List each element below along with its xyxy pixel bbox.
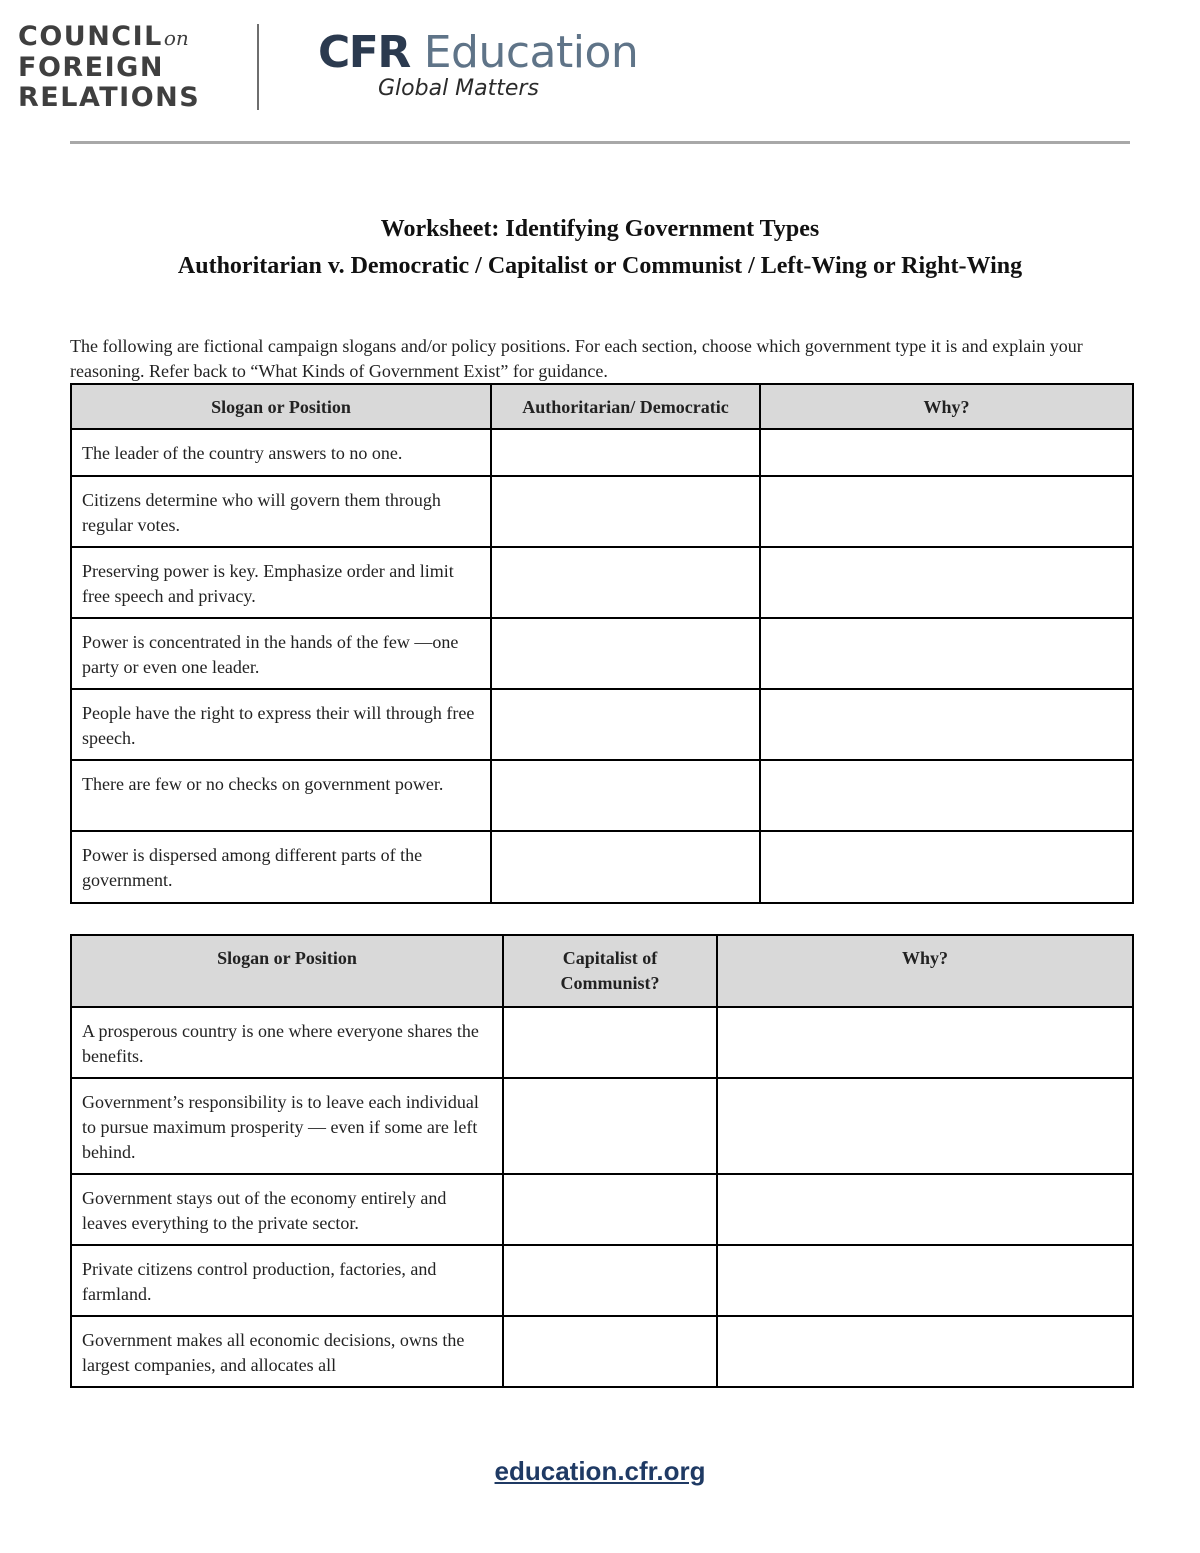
table-row [71, 476, 1133, 547]
type-answer-cell[interactable] [491, 476, 760, 547]
position-cell: Government stays out of the economy entirely and leaves everything to the private sector. [71, 1174, 503, 1245]
position-cell: There are few or no checks on government power. [71, 760, 491, 831]
why-answer-cell[interactable] [760, 476, 1133, 547]
why-answer-cell[interactable] [717, 1007, 1133, 1078]
type-answer-cell[interactable] [491, 689, 760, 760]
worksheet-title: Worksheet: Identifying Government Types [380, 216, 820, 242]
table-row [71, 618, 1133, 689]
column-header-position: Slogan or Position [71, 384, 491, 429]
position-cell: Power is dispersed among different parts of the government. [71, 831, 491, 903]
position-cell: Government’s responsibility is to leave each individual to pursue maximum prosperity — even if some are left behind. [71, 1078, 503, 1174]
economic-system-table [70, 934, 1134, 1388]
type-answer-cell[interactable] [503, 1078, 717, 1174]
logo-divider [257, 24, 259, 110]
website-link[interactable]: education.cfr.org [494, 1456, 706, 1486]
table-header-row [71, 384, 1133, 429]
position-cell: Preserving power is key. Emphasize order and limit free speech and privacy. [71, 547, 491, 618]
why-answer-cell[interactable] [760, 618, 1133, 689]
council-logo-line2: FOREIGN [18, 52, 164, 83]
type-answer-cell[interactable] [491, 547, 760, 618]
intro-paragraph: The following are fictional campaign slogans and/or policy positions. For each section, choose which government type it is and explain your reasoning. Refer back to “What Kinds of Government Exist” for guidance. [70, 336, 1083, 381]
column-header-position: Slogan or Position [71, 935, 503, 1007]
table-row [71, 1245, 1133, 1316]
table-row [71, 1174, 1133, 1245]
table-row [71, 1316, 1133, 1387]
position-cell: The leader of the country answers to no one. [71, 429, 491, 476]
council-logo-line3: RELATIONS [18, 82, 201, 113]
worksheet-subtitle: Authoritarian v. Democratic / Capitalist or Communist / Left-Wing or Right-Wing [177, 253, 1023, 279]
column-header-why: Why? [760, 384, 1133, 429]
table-row [71, 1007, 1133, 1078]
why-answer-cell[interactable] [760, 760, 1133, 831]
position-cell: Private citizens control production, factories, and farmland. [71, 1245, 503, 1316]
council-logo [18, 22, 218, 113]
type-answer-cell[interactable] [503, 1245, 717, 1316]
type-answer-cell[interactable] [491, 760, 760, 831]
why-answer-cell[interactable] [760, 831, 1133, 903]
type-answer-cell[interactable] [503, 1007, 717, 1078]
why-answer-cell[interactable] [717, 1174, 1133, 1245]
table-row [71, 689, 1133, 760]
why-answer-cell[interactable] [760, 547, 1133, 618]
column-header-type [503, 935, 717, 1007]
position-cell: A prosperous country is one where everyone shares the benefits. [71, 1007, 503, 1078]
table-row [71, 1078, 1133, 1174]
why-answer-cell[interactable] [717, 1316, 1133, 1387]
council-logo-on: on [163, 26, 189, 50]
table-row [71, 760, 1133, 831]
why-answer-cell[interactable] [760, 689, 1133, 760]
table-row [71, 831, 1133, 903]
column-header-why: Why? [717, 935, 1133, 1007]
position-cell: Government makes all economic decisions, owns the largest companies, and allocates all [71, 1316, 503, 1387]
council-logo-line1: COUNCIL [18, 21, 163, 52]
table-header-row [71, 935, 1133, 1007]
why-answer-cell[interactable] [717, 1245, 1133, 1316]
type-answer-cell[interactable] [491, 618, 760, 689]
cfr-logo-cfr: CFR [318, 27, 410, 78]
position-cell: People have the right to express their will through free speech. [71, 689, 491, 760]
header-divider [70, 141, 1130, 144]
type-answer-cell[interactable] [503, 1174, 717, 1245]
footer [0, 1456, 1200, 1487]
column-header-type-label: Capitalist of Communist? [560, 948, 660, 993]
cfr-logo-education: Education [423, 27, 639, 78]
table-row [71, 429, 1133, 476]
why-answer-cell[interactable] [717, 1078, 1133, 1174]
type-answer-cell[interactable] [491, 831, 760, 903]
type-answer-cell[interactable] [503, 1316, 717, 1387]
table-row [71, 547, 1133, 618]
cfr-logo-tagline: Global Matters [378, 76, 539, 101]
position-cell: Power is concentrated in the hands of the few —one party or even one leader. [71, 618, 491, 689]
type-answer-cell[interactable] [491, 429, 760, 476]
position-cell: Citizens determine who will govern them through regular votes. [71, 476, 491, 547]
why-answer-cell[interactable] [760, 429, 1133, 476]
cfr-education-logo [318, 28, 638, 78]
column-header-type: Authoritarian/ Democratic [491, 384, 760, 429]
government-type-table [70, 383, 1134, 904]
